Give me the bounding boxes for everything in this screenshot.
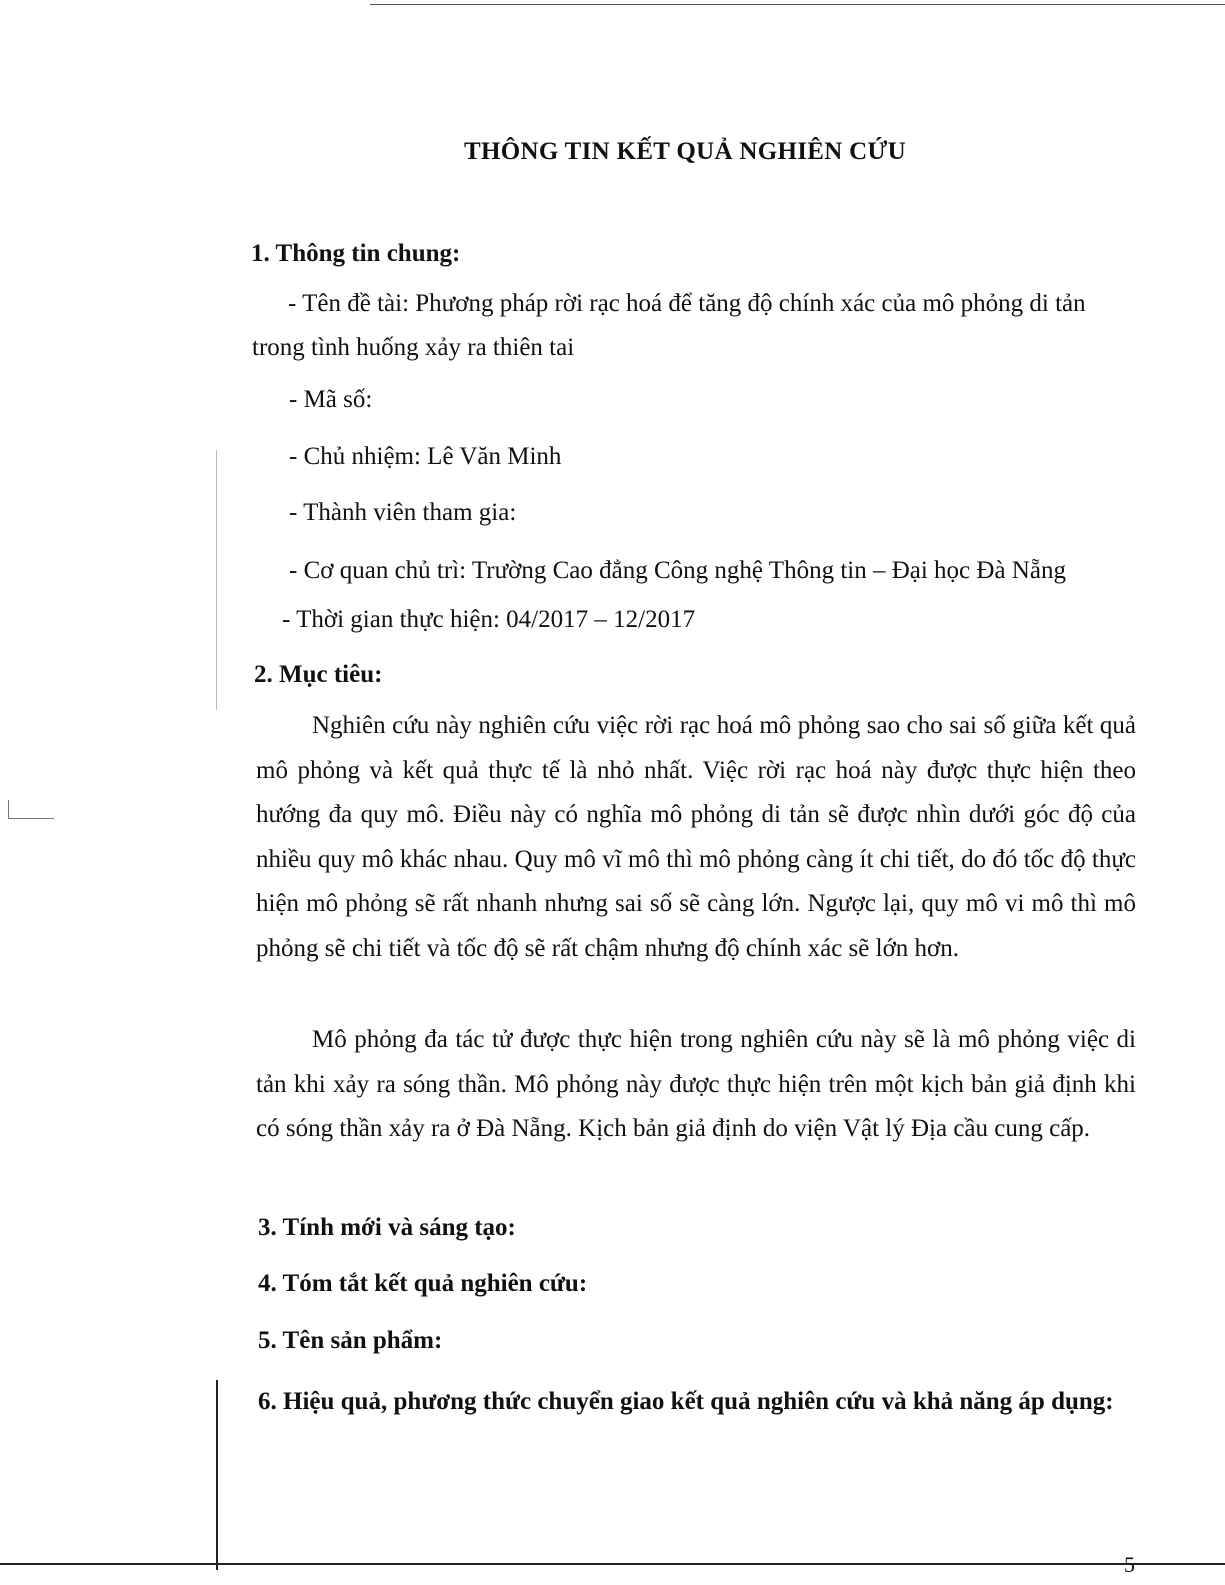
lead-line: - Chủ nhiệm: Lê Văn Minh xyxy=(289,443,562,470)
section1-heading: 1. Thông tin chung: xyxy=(251,240,461,267)
code-line: - Mã số: xyxy=(289,386,373,413)
section2-heading: 2. Mục tiêu: xyxy=(254,661,383,688)
scan-left-edge-faint xyxy=(216,450,217,710)
host-line: - Cơ quan chủ trì: Trường Cao đẳng Công nghệ Thông tin – Đại học Đà Nẵng xyxy=(289,557,1066,584)
members-line: - Thành viên tham gia: xyxy=(289,499,517,526)
section6-heading: 6. Hiệu quả, phương thức chuyển giao kết quả nghiên cứu và khả năng áp dụng: xyxy=(258,1388,1114,1415)
topic-line: - Tên đề tài: Phương pháp rời rạc hoá để tăng độ chính xác của mô phỏng di tản trong tình huống xảy ra thiên tai xyxy=(252,290,1086,361)
page-number: 5 xyxy=(1124,1552,1135,1577)
objective-paragraph-1: Nghiên cứu này nghiên cứu việc rời rạc hoá mô phỏng sao cho sai số giữa kết quả mô phỏng và kết quả thực tế là nhỏ nhất. Việc rời rạc hoá này được thực hiện theo hướng đa quy mô. Điều này có nghĩa mô phỏng di tản sẽ được nhìn dưới góc độ của nhiều quy mô khác nhau. Quy mô vĩ mô thì mô phỏng càng ít chi tiết, do đó tốc độ thực hiện mô phỏng sẽ rất nhanh nhưng sai số sẽ càng lớn. Ngược lại, quy mô vi mô thì mô phỏng sẽ chi tiết và tốc độ sẽ rất chậm nhưng độ chính xác sẽ lớn hơn. xyxy=(256,712,1136,962)
scan-mark-dash xyxy=(8,818,54,819)
section4-heading: 4. Tóm tắt kết quả nghiên cứu: xyxy=(258,1270,588,1297)
section5-heading: 5. Tên sản phẩm: xyxy=(258,1327,443,1354)
objective-paragraph-2: Mô phỏng đa tác tử được thực hiện trong nghiên cứu này sẽ là mô phỏng việc di tản khi xảy ra sóng thần. Mô phỏng này được thực hiện trên một kịch bản giả định khi có sóng thần xảy ra ở Đà Nẵng. Kịch bản giả định do viện Vật lý Địa cầu cung cấp. xyxy=(256,1026,1136,1142)
duration-line: - Thời gian thực hiện: 04/2017 – 12/2017 xyxy=(282,606,696,633)
scan-top-rule xyxy=(370,4,1225,5)
section3-heading: 3. Tính mới và sáng tạo: xyxy=(258,1214,516,1241)
scan-bottom-rule xyxy=(0,1563,1225,1565)
document-title: THÔNG TIN KẾT QUẢ NGHIÊN CỨU xyxy=(464,138,907,165)
scan-mark-tick xyxy=(8,800,9,818)
scan-left-edge xyxy=(216,1380,218,1570)
